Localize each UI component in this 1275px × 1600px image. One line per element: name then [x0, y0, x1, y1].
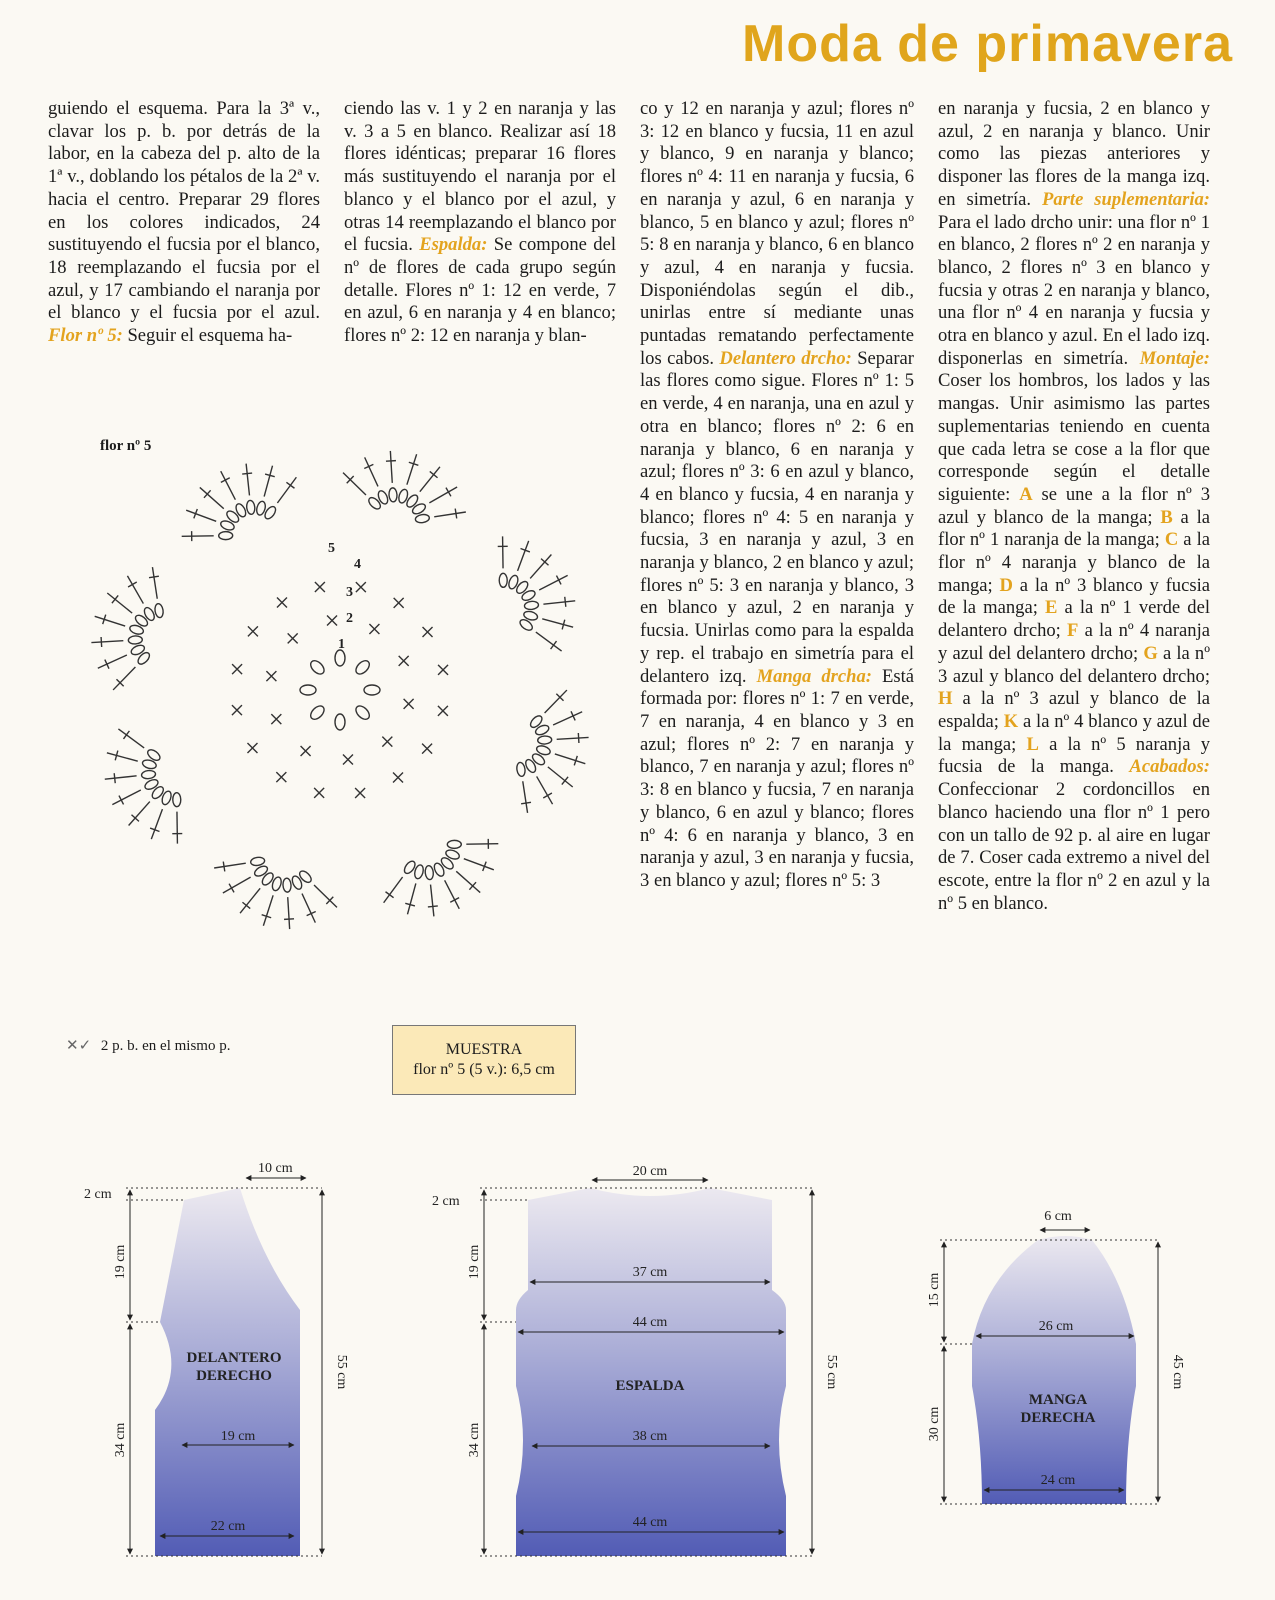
assembly-letter: L [1026, 733, 1039, 755]
section-heading: Parte suplementaria: [1042, 188, 1210, 210]
body-text: Está formada por: flores nº 1: 7 en verde, 7 en naranja, 4 en blanco y 3 en azul; flores nº 2: 7 en naranja y blanco, 7 en naranja y azul; flores nº 3: 8 en blanco y fucsia, 7 en naranja y blanco, 6 en azul y blanco; flores nº 4: 6 en naranja y blanco, 3 en naranja y azul, 3 en naranja y fucsia, 3 en blanco y azul; flores nº 5: 3 [640, 665, 914, 891]
back-width-3: 38 cm [632, 1429, 668, 1444]
back-body-height: 34 cm [467, 1422, 482, 1458]
body-text: a la nº 3 blanco y fucsia de la manga; [938, 574, 1210, 619]
round-number: 1 [338, 637, 345, 652]
back-total-height: 55 cm [824, 1354, 839, 1390]
body-text: Para el lado drcho unir: una flor nº 1 en blanco, 2 flores nº 2 en naranja y blanco, 2 flores nº 3 en blanco y fucsia y otras 2 en naranja y blanco, una flor nº 4 en naranja y fucsia y otra en blanco y azul. En el lado izq. disponerlas en simetría. [938, 211, 1210, 369]
body-text: co y 12 en naranja y azul; flores nº 3: 12 en blanco y fucsia, 11 en azul y blanco, 9 en naranja y blanco; flores nº 4: 11 en naranja y fucsia, 6 en naranja y azul, 6 en naranja y blanco, 5 en blanco y azul; flores nº 5: 8 en naranja y blanco, 6 en blanco y azul, 4 en naranja y fucsia. Disponiéndolas según el dib., unirlas entre sí mediante unas puntadas rematando perfectamente los cabos. [640, 98, 914, 369]
body-text: Seguir el esquema ha- [122, 325, 293, 347]
piece-back [432, 1164, 839, 1556]
assembly-letter: C [1164, 529, 1179, 551]
back-shoulder-drop: 2 cm [432, 1194, 460, 1209]
body-text: a la flor nº 4 naranja y blanco de la manga; [938, 529, 1210, 596]
back-width-1: 37 cm [632, 1265, 668, 1280]
front-total-height: 55 cm [334, 1354, 349, 1390]
assembly-letter: K [1003, 710, 1019, 732]
assembly-letter: B [1160, 506, 1173, 528]
front-mid-width: 19 cm [220, 1429, 256, 1444]
assembly-letter: A [1019, 483, 1033, 505]
legend-text: 2 p. b. en el mismo p. [100, 1038, 231, 1054]
body-text: a la nº 3 azul y blanco de la espalda; [938, 688, 1210, 732]
round-number: 5 [328, 541, 335, 556]
gauge-text: flor nº 5 (5 v.): 6,5 cm [413, 1061, 555, 1078]
sleeve-piece-name-2: DERECHA [1020, 1410, 1096, 1426]
assembly-letter: H [938, 688, 953, 710]
front-armhole-height: 19 cm [113, 1244, 128, 1280]
body-text: se une a la flor nº 3 azul y blanco de la manga; [938, 483, 1210, 528]
round-number: 4 [354, 557, 361, 572]
section-heading: Montaje: [1139, 347, 1210, 369]
section-heading: Delantero drcho: [719, 347, 852, 369]
front-piece-name-1: DELANTERO [186, 1350, 282, 1366]
piece-front-right [84, 1161, 349, 1556]
sleeve-piece-name-1: MANGA [1028, 1392, 1088, 1408]
body-text: Separar las flores como sigue. Flores nº 1: 5 en verde, 4 en naranja, una en azul y otra en blanco; flores nº 2: 6 en naranja y blanco, 6 en naranja y azul; flores nº 3: 6 en azul y blanco, 4 en blanco y fucsia, 4 en naranja y blanco; flores nº 4: 5 en naranja y fucsia, 3 en naranja y azul, 3 en naranja y blanco, 2 en blanco y azul; flores nº 5: 3 en naranja y blanco, 3 en blanco y azul, 2 en naranja y fucsia. Unirlas como para la espalda y rep. el trabajo en simetría para el delantero izq. [640, 347, 914, 687]
assembly-letter: F [1067, 620, 1079, 642]
page-title: Moda de primavera [742, 15, 1233, 73]
body-text: Coser los hombros, los lados y las mangas. Unir asimismo las partes suplementarias teniendo en cuenta que cada letra se cose a la flor que corresponde según el detalle siguiente: [938, 370, 1210, 505]
assembly-letter: D [999, 574, 1013, 596]
sleeve-cap-height: 15 cm [927, 1272, 942, 1308]
body-text: a la nº 5 naranja y fucsia de la manga. [938, 733, 1210, 778]
piece-sleeve-right [927, 1209, 1185, 1504]
front-shoulder-drop: 2 cm [84, 1187, 112, 1202]
back-bottom-width: 44 cm [632, 1515, 668, 1530]
back-armhole-height: 19 cm [467, 1244, 482, 1280]
body-text: a la nº 1 verde del delantero drcho; [938, 597, 1210, 642]
front-body-height: 34 cm [113, 1422, 128, 1458]
body-text: Se compone del nº de flores de cada grupo según detalle. Flores nº 1: 12 en verde, 7 en azul, 6 en naranja y 4 en blanco; flores nº 2: 12 en naranja y blan- [344, 234, 616, 347]
body-text: a la nº 3 azul y blanco del delantero drcho; [938, 642, 1210, 687]
assembly-letter: G [1143, 642, 1158, 664]
round-number: 3 [346, 585, 353, 600]
front-top-width: 10 cm [258, 1161, 293, 1176]
sleeve-upper-width: 26 cm [1038, 1319, 1074, 1334]
section-heading: Flor nº 5: [48, 325, 123, 347]
body-text: a la nº 4 naranja y azul del delantero drcho; [938, 620, 1210, 664]
body-text: ciendo las v. 1 y 2 en naranja y las v. 3 a 5 en blanco. Realizar así 18 flores idénticas; preparar 16 flores más sustituyendo el naranja por el blanco y el blanco por el azul, y otras 14 reemplazando el blanco por el fucsia. [344, 98, 616, 256]
sleeve-bottom-width: 24 cm [1040, 1473, 1076, 1488]
sleeve-top-width: 6 cm [1044, 1209, 1072, 1224]
round-number: 2 [346, 611, 353, 626]
section-heading: Espalda: [419, 234, 488, 256]
body-text: Confeccionar 2 cordoncillos en blanco haciendo una flor nº 1 pero con un tallo de 92 p. al aire en lugar de 7. Coser cada extremo a nivel del escote, entre la flor nº 2 en azul y la nº 5 en blanco. [938, 779, 1210, 914]
section-heading: Acabados: [1129, 756, 1210, 778]
assembly-letter: E [1044, 597, 1058, 619]
back-piece-name: ESPALDA [615, 1378, 685, 1394]
gauge-title: MUESTRA [445, 1041, 523, 1058]
body-text: a la nº 4 blanco y azul de la manga; [938, 710, 1210, 755]
section-heading: Manga drcha: [756, 665, 872, 687]
front-bottom-width: 22 cm [210, 1519, 246, 1534]
sleeve-lower-height: 30 cm [927, 1406, 942, 1442]
body-text: a la flor nº 1 naranja de la manga; [938, 506, 1211, 551]
body-text: en naranja y fucsia, 2 en blanco y azul, 2 en naranja y blanco. Unir como las piezas anteriores y disponer las flores de la manga izq. en simetría. [938, 98, 1210, 210]
sleeve-total-height: 45 cm [1170, 1354, 1185, 1390]
front-piece-name-2: DERECHO [196, 1368, 272, 1384]
flower-chart-label: flor nº 5 [100, 438, 152, 454]
back-top-width: 20 cm [632, 1164, 668, 1179]
body-text: guiendo el esquema. Para la 3ª v., clavar los p. b. por detrás de la labor, en la cabeza del p. alto de la 1ª v., doblando los pétalos de la 2ª v. hacia el centro. Preparar 29 flores en los colores indicados, 24 sustituyendo el fucsia por el blanco, 18 reemplazando el fucsia por el azul, y 17 cambiando el naranja por el blanco y el fucsia por el azul. [48, 98, 320, 324]
double-sc-symbol-icon: ✕✓ [66, 1036, 92, 1054]
back-width-2: 44 cm [632, 1315, 668, 1330]
